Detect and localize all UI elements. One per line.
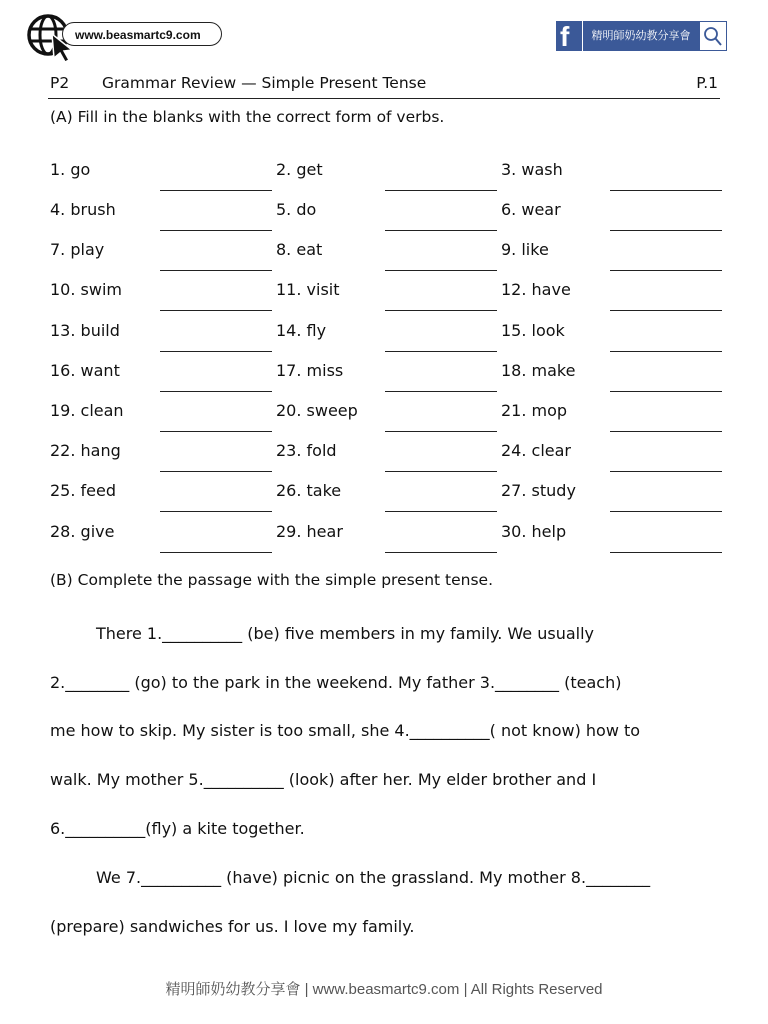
verb-item: 3. wash [501, 160, 563, 179]
verb-item: 13. build [50, 321, 120, 340]
answer-blank[interactable] [610, 230, 722, 231]
facebook-group-name: 精明師奶幼教分享會 [583, 21, 699, 51]
verb-item: 10. swim [50, 280, 122, 299]
worksheet-title: Grammar Review — Simple Present Tense [102, 74, 427, 92]
verb-item: 6. wear [501, 200, 561, 219]
answer-blank[interactable] [385, 552, 497, 553]
answer-blank[interactable] [160, 391, 272, 392]
answer-blank[interactable] [610, 310, 722, 311]
worksheet-header [48, 70, 720, 99]
answer-blank[interactable] [160, 511, 272, 512]
answer-blank[interactable] [160, 552, 272, 553]
passage-line: 2.________ (go) to the park in the weekend. My father 3.________ (teach) [50, 673, 622, 692]
verb-item: 4. brush [50, 200, 116, 219]
answer-blank[interactable] [610, 351, 722, 352]
search-box [699, 21, 727, 51]
verb-item: 17. miss [276, 361, 344, 380]
search-icon [700, 22, 726, 50]
verb-item: 18. make [501, 361, 576, 380]
answer-blank[interactable] [385, 310, 497, 311]
passage-line: me how to skip. My sister is too small, she 4.__________( not know) how to [50, 721, 641, 740]
verb-item: 19. clean [50, 401, 124, 420]
answer-blank[interactable] [160, 471, 272, 472]
answer-blank[interactable] [610, 431, 722, 432]
verb-item: 27. study [501, 481, 576, 500]
answer-blank[interactable] [160, 270, 272, 271]
facebook-letter: f [560, 21, 570, 52]
answer-blank[interactable] [160, 310, 272, 311]
verb-item: 21. mop [501, 401, 568, 420]
passage-line: (prepare) sandwiches for us. I love my family. [50, 917, 415, 936]
answer-blank[interactable] [160, 190, 272, 191]
answer-blank[interactable] [610, 471, 722, 472]
answer-blank[interactable] [610, 391, 722, 392]
answer-blank[interactable] [610, 511, 722, 512]
passage-line: 6.__________(fly) a kite together. [50, 819, 305, 838]
answer-blank[interactable] [385, 270, 497, 271]
verb-item: 11. visit [276, 280, 340, 299]
answer-blank[interactable] [610, 552, 722, 553]
verb-item: 22. hang [50, 441, 121, 460]
verb-item: 30. help [501, 522, 567, 541]
grade-level: P2 [50, 74, 70, 92]
site-url: www.beasmartc9.com [62, 22, 222, 46]
verb-item: 8. eat [276, 240, 323, 259]
answer-blank[interactable] [385, 190, 497, 191]
passage-line: There 1.__________ (be) five members in my family. We usually [96, 624, 595, 643]
verb-item: 28. give [50, 522, 115, 541]
answer-blank[interactable] [160, 351, 272, 352]
answer-blank[interactable] [160, 431, 272, 432]
verb-item: 25. feed [50, 481, 117, 500]
section-a-instruction: (A) Fill in the blanks with the correct form of verbs. [50, 108, 445, 126]
section-b-instruction: (B) Complete the passage with the simple present tense. [50, 571, 494, 589]
answer-blank[interactable] [610, 190, 722, 191]
verb-item: 16. want [50, 361, 120, 380]
site-logo [26, 12, 226, 62]
verb-item: 24. clear [501, 441, 571, 460]
facebook-banner [556, 21, 728, 53]
answer-blank[interactable] [385, 511, 497, 512]
verb-item: 14. fly [276, 321, 327, 340]
answer-blank[interactable] [385, 351, 497, 352]
passage-line: We 7.__________ (have) picnic on the grassland. My mother 8.________ [96, 868, 651, 887]
answer-blank[interactable] [160, 230, 272, 231]
answer-blank[interactable] [610, 270, 722, 271]
verb-item: 29. hear [276, 522, 343, 541]
verb-item: 12. have [501, 280, 571, 299]
answer-blank[interactable] [385, 471, 497, 472]
verb-item: 15. look [501, 321, 565, 340]
verb-item: 20. sweep [276, 401, 358, 420]
page-number: P.1 [696, 74, 718, 92]
passage-line: walk. My mother 5.__________ (look) after her. My elder brother and I [50, 770, 597, 789]
facebook-icon [556, 21, 582, 51]
footer-copyright: 精明師奶幼教分享會 | www.beasmartc9.com | All Rights Reserved [165, 981, 603, 998]
answer-blank[interactable] [385, 431, 497, 432]
verb-item: 9. like [501, 240, 549, 259]
verb-item: 2. get [276, 160, 323, 179]
verb-item: 7. play [50, 240, 105, 259]
answer-blank[interactable] [385, 391, 497, 392]
verb-item: 23. fold [276, 441, 337, 460]
verb-item: 26. take [276, 481, 342, 500]
answer-blank[interactable] [385, 230, 497, 231]
verb-item: 1. go [50, 160, 91, 179]
verb-item: 5. do [276, 200, 317, 219]
